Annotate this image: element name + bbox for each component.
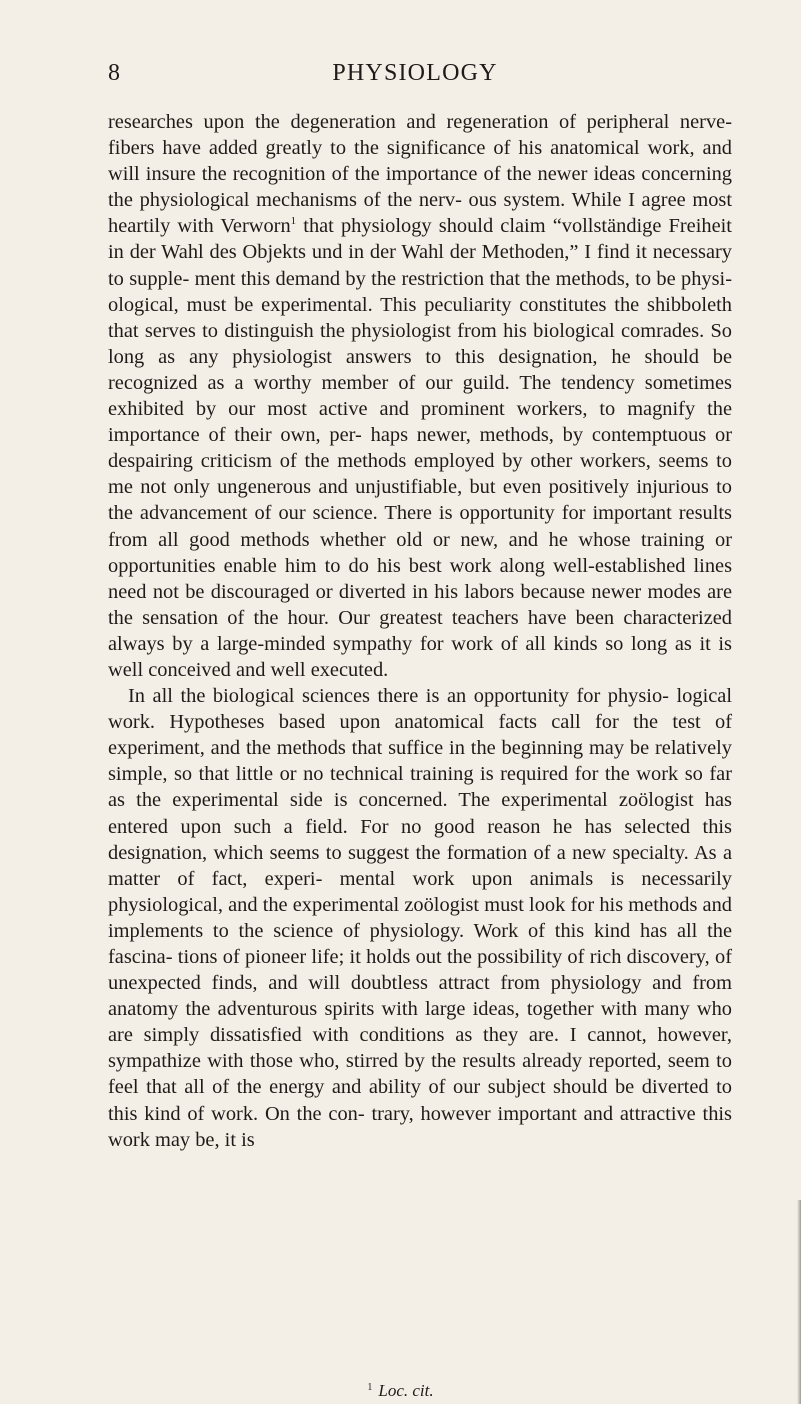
footnote (0, 1378, 801, 1401)
footnote-text: Loc. cit. (378, 1381, 434, 1400)
paragraph-2: In all the biological sciences there is an opportunity for physio- logical work. Hypotheses based upon anatomical facts call for the test of experiment, and the methods that suffice in the beginning may be relatively simple, so that little or no technical training is required for the work so far as the experimental side is concerned. The experimental zoölogist has entered upon such a field. For no good reason he has selected this designation, which seems to suggest the formation of a new specialty. As a matter of fact, experi- mental work upon animals is necessarily physiological, and the experimental zoölogist must look for his methods and implements to the science of physiology. Work of this kind has all the fascina- tions of pioneer life; it holds out the possibility of rich discovery, of unexpected finds, and will doubtless attract from physiology and from anatomy the adventurous spirits with large ideas, together with many who are simply dissatisfied with conditions as they are. I cannot, however, sympathize with those who, stirred by the results already reported, seem to feel that all of the energy and ability of our subject should be diverted to this kind of work. On the con- trary, however important and attractive this work may be, it is (108, 685, 732, 1151)
running-head: PHYSIOLOGY (332, 60, 498, 86)
footnote-mark: 1 (367, 1382, 373, 1393)
paragraph-1 (108, 109, 732, 683)
page-header (108, 58, 722, 98)
body-text (108, 109, 732, 1153)
page-number: 8 (108, 60, 120, 86)
page-edge-shadow (797, 1200, 801, 1404)
paragraph-1-part-b: that physiology should claim “vollständige Freiheit in der Wahl des Objekts und in der Wahl der Methoden,” I find it necessary to supple- ment this demand by the restriction that the methods, to be physi- ological, must be experimental. This peculiarity constitutes the shibboleth that serves to distinguish the physiologist from his biological comrades. So long as any physiologist answers to this designation, he should be recognized as a worthy member of our guild. The tendency sometimes exhibited by our most active and prominent workers, to magnify the importance of their own, per- haps newer, methods, by contemptuous or despairing criticism of the methods employed by other workers, seems to me not only ungenerous and unjustifiable, but even positively injurious to the advancement of our science. There is opportunity for important results from all good methods whether old or new, and he whose training or opportunities enable him to do his best work along well-established lines need not be discouraged or diverted in his labors because newer modes are the sensation of the hour. Our greatest teachers have been characterized always by a large-minded sympathy for work of all kinds so long as it is well conceived and well executed. (108, 215, 732, 681)
footnote-reference: 1 (290, 215, 297, 228)
paragraph-1-part-a: researches upon the degeneration and regeneration of peripheral nerve-fibers have added greatly to the significance of his anatomical work, and will insure the recognition of the importance of the newer ideas concerning the physiological mechanisms of the nerv- ous system. While I agree most heartily with Verworn (108, 111, 732, 238)
